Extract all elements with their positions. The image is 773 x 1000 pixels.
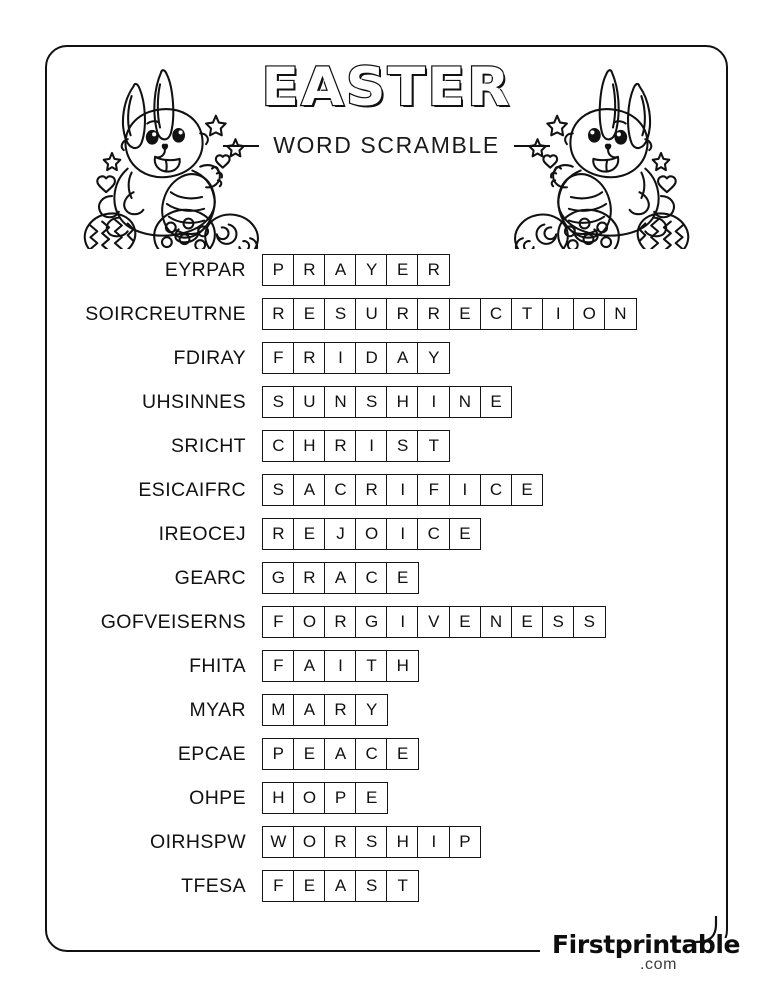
- answer-cell[interactable]: S: [386, 430, 419, 462]
- scrambled-word: EPCAE: [177, 742, 246, 765]
- answer-cell[interactable]: I: [449, 474, 482, 506]
- answer-cell[interactable]: C: [262, 430, 295, 462]
- answer-cell[interactable]: C: [324, 474, 357, 506]
- scrambled-word: ESICAIFRC: [138, 478, 246, 501]
- brand-tld: .com: [640, 956, 678, 973]
- scramble-row: [45, 512, 728, 556]
- answer-cell[interactable]: R: [355, 474, 388, 506]
- worksheet-header: [45, 45, 728, 245]
- answer-cell[interactable]: Y: [417, 342, 450, 374]
- answer-cell[interactable]: C: [480, 298, 513, 330]
- answer-cell[interactable]: C: [355, 738, 388, 770]
- answer-cell[interactable]: A: [324, 738, 357, 770]
- answer-cell[interactable]: R: [293, 342, 326, 374]
- answer-cell[interactable]: I: [324, 650, 357, 682]
- answer-cell[interactable]: I: [324, 342, 357, 374]
- scrambled-word: OHPE: [189, 786, 246, 809]
- answer-cells: [262, 254, 450, 286]
- page-subtitle: WORD SCRAMBLE: [273, 132, 500, 158]
- scrambled-word: OIRHSPW: [150, 830, 246, 853]
- scramble-row: [45, 336, 728, 380]
- answer-cell[interactable]: U: [355, 298, 388, 330]
- brand-logo[interactable]: [552, 930, 742, 986]
- scramble-row: [45, 732, 728, 776]
- answer-cell[interactable]: G: [262, 562, 295, 594]
- page-title: EASTER: [261, 57, 512, 118]
- answer-cell[interactable]: R: [293, 254, 326, 286]
- answer-cells: [262, 518, 481, 550]
- answer-cell[interactable]: A: [324, 870, 357, 902]
- answer-cell[interactable]: I: [417, 386, 450, 418]
- answer-cells: [262, 606, 606, 638]
- answer-cell[interactable]: E: [386, 562, 419, 594]
- answer-cells: [262, 870, 419, 902]
- answer-cell[interactable]: Y: [355, 254, 388, 286]
- answer-cell[interactable]: O: [293, 606, 326, 638]
- answer-cells: [262, 694, 388, 726]
- scrambled-word: GOFVEISERNS: [100, 610, 246, 633]
- answer-cell[interactable]: P: [324, 782, 357, 814]
- logo-elbow-icon: [694, 916, 734, 956]
- answer-cell[interactable]: H: [386, 826, 419, 858]
- answer-cells: [262, 650, 419, 682]
- answer-cell[interactable]: N: [604, 298, 637, 330]
- answer-cells: [262, 782, 388, 814]
- scramble-row: [45, 820, 728, 864]
- scramble-row: [45, 468, 728, 512]
- answer-cell[interactable]: E: [293, 518, 326, 550]
- answer-cell[interactable]: F: [417, 474, 450, 506]
- scrambled-word: MYAR: [189, 698, 246, 721]
- answer-cell[interactable]: H: [386, 650, 419, 682]
- answer-cell[interactable]: S: [573, 606, 606, 638]
- scrambled-word: SOIRCREUTRNE: [85, 302, 246, 325]
- answer-cell[interactable]: H: [386, 386, 419, 418]
- answer-cell[interactable]: S: [355, 870, 388, 902]
- answer-cell[interactable]: E: [480, 386, 513, 418]
- answer-cell[interactable]: E: [449, 518, 482, 550]
- subtitle-dash-left: [223, 145, 259, 147]
- answer-cell[interactable]: V: [417, 606, 450, 638]
- answer-cell[interactable]: W: [262, 826, 295, 858]
- answer-cell[interactable]: A: [293, 650, 326, 682]
- answer-cell[interactable]: C: [417, 518, 450, 550]
- scramble-row: [45, 424, 728, 468]
- answer-cell[interactable]: C: [355, 562, 388, 594]
- answer-cell[interactable]: E: [449, 298, 482, 330]
- answer-cell[interactable]: F: [262, 606, 295, 638]
- answer-cells: [262, 342, 450, 374]
- answer-cells: [262, 474, 543, 506]
- answer-cell[interactable]: E: [511, 606, 544, 638]
- answer-cell[interactable]: E: [293, 870, 326, 902]
- scrambled-word: FDIRAY: [173, 346, 246, 369]
- scramble-row: [45, 688, 728, 732]
- answer-cell[interactable]: S: [542, 606, 575, 638]
- answer-cell[interactable]: N: [480, 606, 513, 638]
- answer-cell[interactable]: P: [449, 826, 482, 858]
- answer-cell[interactable]: I: [542, 298, 575, 330]
- scramble-row: [45, 776, 728, 820]
- answer-cell[interactable]: O: [293, 782, 326, 814]
- answer-cell[interactable]: R: [324, 606, 357, 638]
- answer-cell[interactable]: I: [417, 826, 450, 858]
- scramble-row: [45, 644, 728, 688]
- answer-cell[interactable]: Y: [355, 694, 388, 726]
- answer-cells: [262, 298, 637, 330]
- answer-cell[interactable]: R: [417, 298, 450, 330]
- answer-cell[interactable]: S: [324, 298, 357, 330]
- answer-cell[interactable]: O: [293, 826, 326, 858]
- scramble-row: [45, 600, 728, 644]
- answer-cell[interactable]: E: [449, 606, 482, 638]
- answer-cells: [262, 562, 419, 594]
- answer-cell[interactable]: R: [417, 254, 450, 286]
- scramble-row: [45, 864, 728, 908]
- answer-cell[interactable]: T: [417, 430, 450, 462]
- answer-cell[interactable]: N: [324, 386, 357, 418]
- answer-cell[interactable]: A: [293, 474, 326, 506]
- answer-cell[interactable]: R: [324, 694, 357, 726]
- answer-cells: [262, 826, 481, 858]
- easter-bunny-right-icon: [514, 53, 710, 249]
- scramble-row: [45, 556, 728, 600]
- answer-cell[interactable]: R: [324, 430, 357, 462]
- answer-cell[interactable]: E: [511, 474, 544, 506]
- answer-cell[interactable]: E: [293, 298, 326, 330]
- answer-cells: [262, 430, 450, 462]
- answer-cell[interactable]: S: [355, 386, 388, 418]
- answer-cell[interactable]: C: [480, 474, 513, 506]
- word-scramble-list: [45, 248, 728, 908]
- brand-name: Firstprintable: [552, 930, 741, 959]
- scrambled-word: SRICHT: [171, 434, 246, 457]
- answer-cell[interactable]: H: [293, 430, 326, 462]
- answer-cell[interactable]: A: [324, 562, 357, 594]
- answer-cell[interactable]: T: [386, 870, 419, 902]
- answer-cell[interactable]: P: [262, 738, 295, 770]
- answer-cell[interactable]: R: [262, 298, 295, 330]
- answer-cell[interactable]: R: [262, 518, 295, 550]
- answer-cell[interactable]: A: [386, 342, 419, 374]
- answer-cell[interactable]: R: [386, 298, 419, 330]
- scrambled-word: EYRPAR: [164, 258, 246, 281]
- answer-cell[interactable]: J: [324, 518, 357, 550]
- answer-cell[interactable]: S: [355, 826, 388, 858]
- answer-cell[interactable]: S: [262, 386, 295, 418]
- scrambled-word: FHITA: [189, 654, 246, 677]
- answer-cell[interactable]: N: [449, 386, 482, 418]
- answer-cell[interactable]: I: [386, 606, 419, 638]
- answer-cell[interactable]: G: [355, 606, 388, 638]
- answer-cell[interactable]: O: [573, 298, 606, 330]
- answer-cell[interactable]: F: [262, 342, 295, 374]
- scramble-row: [45, 292, 728, 336]
- answer-cell[interactable]: R: [293, 562, 326, 594]
- answer-cell[interactable]: T: [355, 650, 388, 682]
- answer-cell[interactable]: E: [386, 254, 419, 286]
- answer-cell[interactable]: F: [262, 870, 295, 902]
- scrambled-word: GEARC: [174, 566, 246, 589]
- scramble-row: [45, 380, 728, 424]
- answer-cell[interactable]: I: [386, 474, 419, 506]
- answer-cell[interactable]: M: [262, 694, 295, 726]
- scramble-row: [45, 248, 728, 292]
- scrambled-word: TFESA: [181, 874, 246, 897]
- answer-cell[interactable]: U: [293, 386, 326, 418]
- answer-cell[interactable]: R: [324, 826, 357, 858]
- scrambled-word: UHSINNES: [142, 390, 246, 413]
- answer-cell[interactable]: E: [293, 738, 326, 770]
- answer-cell[interactable]: S: [262, 474, 295, 506]
- answer-cell[interactable]: E: [386, 738, 419, 770]
- answer-cell[interactable]: P: [262, 254, 295, 286]
- answer-cell[interactable]: A: [293, 694, 326, 726]
- scrambled-word: IREOCEJ: [158, 522, 246, 545]
- answer-cell[interactable]: I: [355, 430, 388, 462]
- answer-cell[interactable]: D: [355, 342, 388, 374]
- answer-cell[interactable]: I: [386, 518, 419, 550]
- answer-cell[interactable]: H: [262, 782, 295, 814]
- answer-cells: [262, 738, 419, 770]
- answer-cell[interactable]: T: [511, 298, 544, 330]
- answer-cell[interactable]: E: [355, 782, 388, 814]
- answer-cell[interactable]: O: [355, 518, 388, 550]
- answer-cell[interactable]: A: [324, 254, 357, 286]
- answer-cell[interactable]: F: [262, 650, 295, 682]
- answer-cells: [262, 386, 512, 418]
